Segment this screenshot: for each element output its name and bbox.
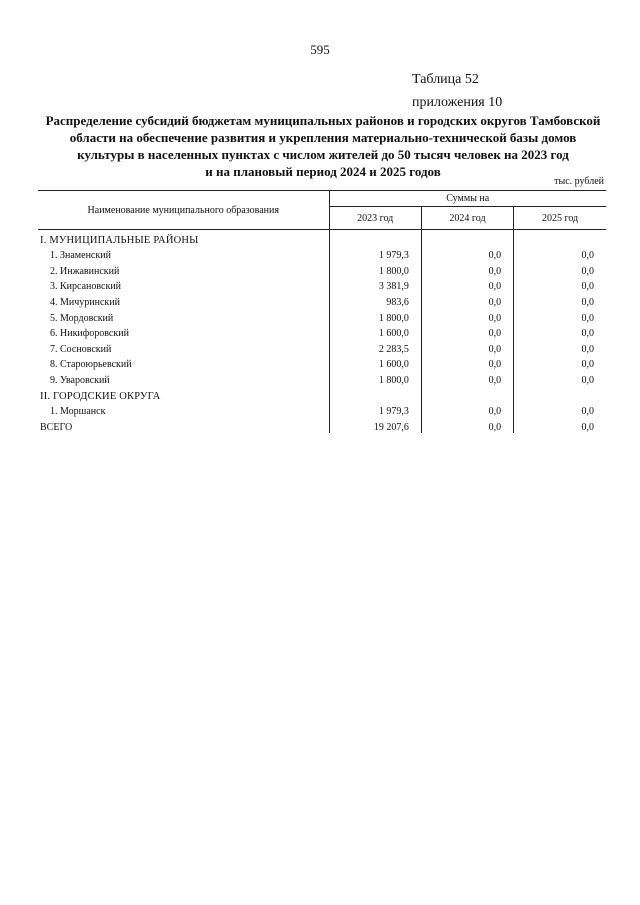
header-year-2023: 2023 год [329, 207, 421, 230]
table-row [38, 261, 606, 277]
value-2024: 0,0 [421, 370, 513, 386]
subsidy-table [38, 190, 606, 433]
value-2025: 0,0 [514, 246, 606, 262]
value-2023: 1 800,0 [329, 308, 421, 324]
value-2024: 0,0 [421, 308, 513, 324]
value-2025: 0,0 [514, 370, 606, 386]
row-name: 1. Моршанск [50, 406, 106, 418]
document-title [38, 112, 608, 180]
section-title: II. ГОРОДСКИЕ ОКРУГА [40, 390, 161, 402]
total-2024: 0,0 [421, 417, 513, 433]
value-2024: 0,0 [421, 339, 513, 355]
total-2025: 0,0 [514, 417, 606, 433]
appendix-label: приложения 10 [412, 95, 503, 110]
value-2025: 0,0 [514, 355, 606, 371]
value-2024: 0,0 [421, 324, 513, 340]
table-row [38, 277, 606, 293]
title-line: Распределение субсидий бюджетам муниципальных районов и городских округов Тамбовской [45, 113, 601, 128]
value-2023: 3 381,9 [329, 277, 421, 293]
row-name: 3. Кирсановский [50, 281, 122, 293]
table-row [38, 324, 606, 340]
header-name: Наименование муниципального образования [38, 191, 329, 230]
row-name: 5. Мордовский [50, 312, 114, 324]
value-2023: 1 800,0 [329, 261, 421, 277]
unit-label: тыс. рублей [554, 176, 604, 187]
value-2024: 0,0 [421, 261, 513, 277]
value-2025: 0,0 [514, 292, 606, 308]
row-name: 7. Сосновский [50, 343, 112, 355]
row-name: 4. Мичуринский [50, 296, 120, 308]
table-row [38, 402, 606, 418]
page-number: 595 [310, 42, 330, 57]
value-2024: 0,0 [421, 246, 513, 262]
value-2023: 1 800,0 [329, 370, 421, 386]
value-2023: 1 979,3 [329, 402, 421, 418]
table-row [38, 308, 606, 324]
value-2024: 0,0 [421, 402, 513, 418]
row-name: 6. Никифоровский [50, 328, 129, 340]
row-name: 9. Уваровский [50, 374, 110, 386]
row-name: 1. Знаменский [50, 250, 111, 262]
value-2025: 0,0 [514, 324, 606, 340]
header-sums: Суммы на [329, 191, 606, 207]
header-year-2024: 2024 год [421, 207, 513, 230]
value-2023: 1 600,0 [329, 324, 421, 340]
value-2024: 0,0 [421, 355, 513, 371]
row-name: 2. Инжавинский [50, 265, 120, 277]
table-label: Таблица 52 [412, 72, 479, 87]
title-line: и на плановый период 2024 и 2025 годов [205, 164, 441, 179]
title-line: области на обеспечение развития и укрепления материально-технической базы домов [69, 130, 577, 145]
value-2023: 2 283,5 [329, 339, 421, 355]
total-2023: 19 207,6 [329, 417, 421, 433]
value-2023: 1 979,3 [329, 246, 421, 262]
row-name: 8. Староюрьевский [50, 359, 132, 371]
value-2023: 1 600,0 [329, 355, 421, 371]
value-2023: 983,6 [329, 292, 421, 308]
section-row [38, 230, 606, 246]
table-row [38, 246, 606, 262]
table-row [38, 339, 606, 355]
table-row [38, 292, 606, 308]
header-year-2025: 2025 год [514, 207, 606, 230]
value-2025: 0,0 [514, 339, 606, 355]
value-2025: 0,0 [514, 402, 606, 418]
section-title: I. МУНИЦИПАЛЬНЫЕ РАЙОНЫ [40, 234, 199, 246]
table-row [38, 370, 606, 386]
title-line: культуры в населенных пунктах с числом жителей до 50 тысяч человек на 2023 год [77, 147, 569, 162]
total-row [38, 417, 606, 433]
value-2024: 0,0 [421, 277, 513, 293]
section-row [38, 386, 606, 402]
value-2024: 0,0 [421, 292, 513, 308]
table-row [38, 355, 606, 371]
total-label: ВСЕГО [40, 421, 73, 433]
value-2025: 0,0 [514, 308, 606, 324]
value-2025: 0,0 [514, 261, 606, 277]
value-2025: 0,0 [514, 277, 606, 293]
